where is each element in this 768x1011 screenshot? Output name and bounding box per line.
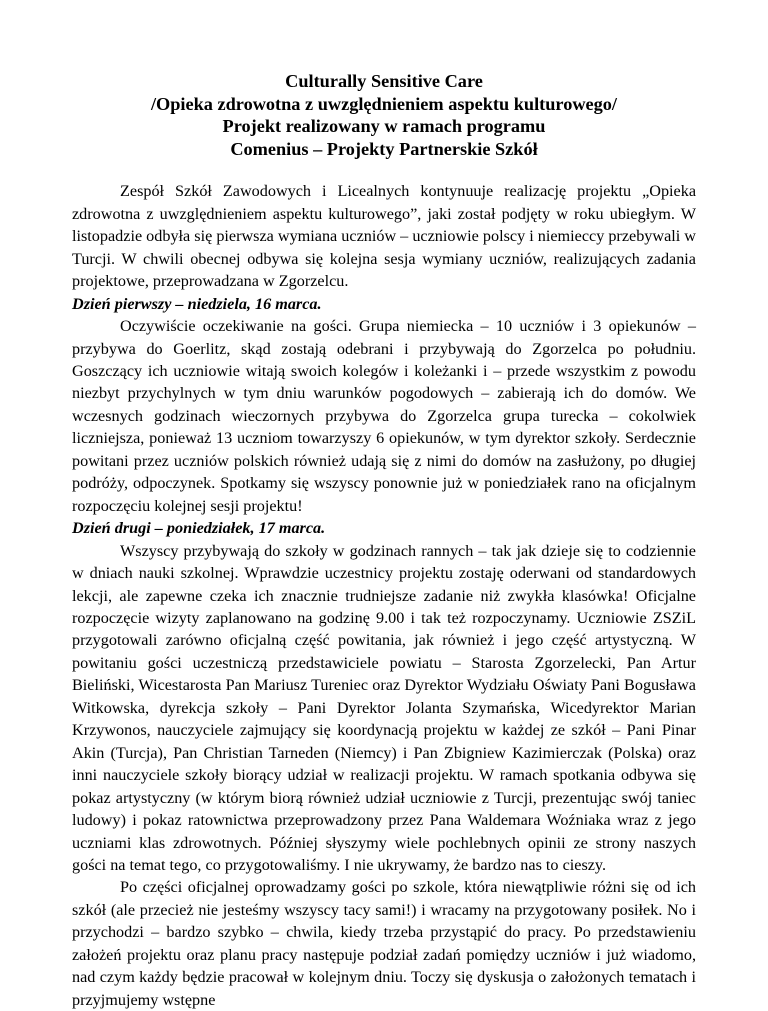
title-line-3: Projekt realizowany w ramach programu — [222, 116, 546, 137]
title-line-4: Comenius – Projekty Partnerskie Szkół — [230, 138, 538, 159]
day-one-heading: Dzień pierwszy – niedziela, 16 marca. — [72, 294, 322, 313]
title-line-1: Culturally Sensitive Care — [285, 71, 483, 91]
intro-paragraph: Zespół Szkół Zawodowych i Licealnych kontynuuje realizację projektu „Opieka zdrowotna z uwzględnieniem aspektu kulturowego”, jaki został podjęty w roku ubiegłym. W listopadzie odbyła się pierwsza wymiana uczniów – uczniowie polscy i niemieccy przebywali w Turcji. W chwili obecnej odbywa się kolejna sesja wymiany uczniów, realizujących zadania projektowe, przeprowadzana w Zgorzelcu. — [72, 182, 696, 291]
day-two-paragraph-1: Wszyscy przybywają do szkoły w godzinach rannych – tak jak dzieje się to codziennie w dniach nauki szkolnej. Wprawdzie uczestnicy projektu zostaję oderwani od standardowych lekcji, ale zapewne czeka ich znacznie trudniejsze zadanie niż zwykła klasówka! Oficjalne rozpoczęcie wizyty zaplanowano na godzinę 9.00 i tak też rozpoczynamy. Uczniowie ZSZiL przygotowali zarówno oficjalną część powitania, jak również i jego część artystyczną. W powitaniu gości uczestniczą przedstawiciele powiatu – Starosta Zgorzelecki, Pan Artur Bieliński, Wicestarosta Pan Mariusz Tureniec oraz Dyrektor Wydziału Oświaty Pani Bogusława Witkowska, dyrekcja szkoły – Pani Dyrektor Jolanta Szymańska, Wicedyrektor Marian Krzywonos, nauczyciele zajmujący się koordynacją projektu w każdej ze szkół – Pani Pinar Akin (Turcja), Pan Christian Tarneden (Niemcy) i Pan Zbigniew Kazimierczak (Polska) oraz inni nauczyciele szkoły biorący udział w realizacji projektu. W ramach spotkania odbywa się pokaz artystyczny (w którym biorą również udział uczniowie z Turcji, prezentując swój taniec ludowy) i pokaz ratownictwa przeprowadzony przez Pana Waldemara Woźniaka wraz z jego uczniami klas zdrowotnych. Później słyszymy wiele pochlebnych opinii ze strony naszych gości na temat tego, co przygotowaliśmy. I nie ukrywamy, że bardzo nas to cieszy. — [72, 541, 696, 874]
title-line-2: /Opieka zdrowotna z uwzględnieniem aspektu kulturowego/ — [150, 93, 618, 114]
day-two-heading: Dzień drugi – poniedziałek, 17 marca. — [72, 519, 326, 538]
day-two-paragraph-2: Po części oficjalnej oprowadzamy gości po szkole, która niewątpliwie różni się od ich szkół (ale przecież nie jesteśmy wszyscy tacy sami!) i wracamy na przygotowany posiłek. No i przychodzi – bardzo szybko – chwila, kiedy trzeba przystąpić do pracy. Po przedstawieniu założeń projektu oraz planu pracy następuje podział zadań pomiędzy uczniów i już wiadomo, nad czym każdy będzie pracował w kolejnym dniu. Toczy się dyskusja o założonych tematach i przyjmujemy wstępne — [72, 878, 696, 1009]
document-title — [72, 70, 696, 160]
document-page — [72, 70, 696, 1011]
day-one-paragraph: Oczywiście oczekiwanie na gości. Grupa niemiecka – 10 uczniów i 3 opiekunów – przybywa do Goerlitz, skąd zostają odebrani i przybywają do Zgorzelca po południu. Goszczący ich uczniowie witają swoich kolegów i koleżanki i – przede wszystkim z powodu niezbyt przychylnych w tym dniu warunków pogodowych – zabierają ich do domów. We wczesnych godzinach wieczornych przybywa do Zgorzelca grupa turecka – cokolwiek liczniejsza, ponieważ 13 uczniom towarzyszy 6 opiekunów, w tym dyrektor szkoły. Serdecznie powitani przez uczniów polskich również udają się z nimi do domów na zasłużony, po długiej podróży, odpoczynek. Spotkamy się wszyscy ponownie już w poniedziałek rano na oficjalnym rozpoczęciu kolejnej sesji projektu! — [72, 317, 696, 515]
document-body — [72, 180, 696, 1011]
